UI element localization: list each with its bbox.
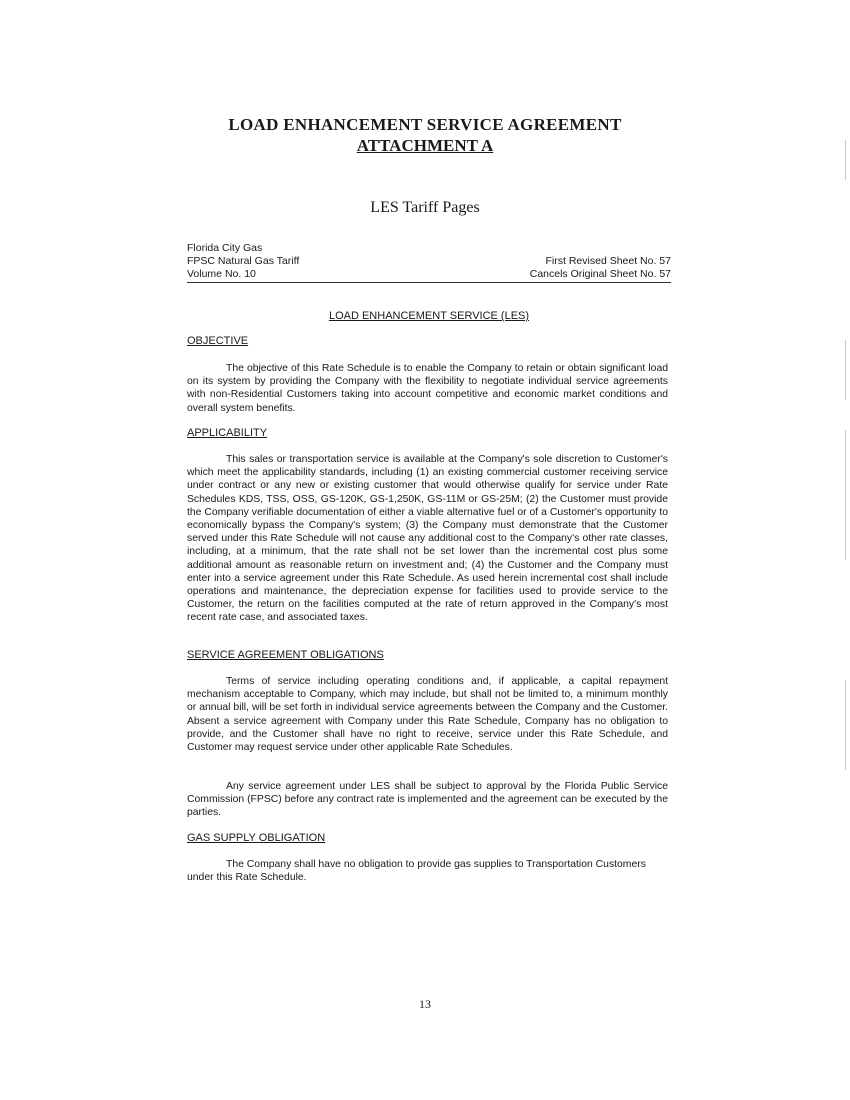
scan-margin-mark	[845, 340, 846, 400]
section-heading-service-agreement: SERVICE AGREEMENT OBLIGATIONS	[187, 649, 384, 661]
scan-margin-mark	[845, 140, 846, 180]
document-subtitle: LES Tariff Pages	[370, 199, 480, 216]
page-number: 13	[419, 997, 431, 1011]
service-agreement-paragraph-1: Terms of service including operating conditions and, if applicable, a capital repayment mechanism acceptable to Company, which may include, but shall not be limited to, a minimum monthly or annual bill, will be set forth in individual service agreements between the Company and the Customer. Absent a service agreement with Company under this Rate Schedule, Company has no obligation to provide, and the Customer shall have no right to receive, service under this Rate Schedule, and Customer may request service under other applicable Rate Schedules.	[187, 676, 668, 754]
tariff-header-row	[187, 268, 671, 283]
section-heading-objective: OBJECTIVE	[187, 335, 249, 347]
tariff-header-row	[187, 255, 671, 268]
document-title: LOAD ENHANCEMENT SERVICE AGREEMENT	[228, 115, 622, 134]
sheet-number: First Revised Sheet No. 57	[545, 255, 671, 267]
tariff-header-row	[187, 242, 671, 255]
scan-margin-mark	[845, 430, 846, 560]
section-heading-applicability: APPLICABILITY	[187, 427, 268, 439]
schedule-title: LOAD ENHANCEMENT SERVICE (LES)	[328, 310, 530, 322]
cancels-sheet: Cancels Original Sheet No. 57	[529, 268, 671, 280]
objective-paragraph: The objective of this Rate Schedule is to enable the Company to retain or obtain significant load on its system by providing the Company with the flexibility to negotiate individual service agreements with non-Residential Customers taking into account competitive and economic market conditions and overall system benefits.	[187, 363, 668, 414]
attachment-title	[0, 136, 850, 156]
service-agreement-paragraph-2: Any service agreement under LES shall be subject to approval by the Florida Public Service Commission (FPSC) before any contract rate is implemented and the agreement can be executed by the parties.	[187, 781, 668, 819]
section-heading-gas-supply: GAS SUPPLY OBLIGATION	[187, 832, 326, 844]
gas-supply-paragraph: The Company shall have no obligation to provide gas supplies to Transportation Customers under this Rate Schedule.	[187, 859, 646, 884]
applicability-paragraph: This sales or transportation service is available at the Company's sole discretion to Customer's which meet the applicability standards, including (1) an existing commercial customer receiving service under contract or any new or existing customer that would otherwise qualify for service under Rate Schedules KDS, TSS, OSS, GS-120K, GS-1,250K, GS-11M or GS-25M; (2) the Customer must provide the Company verifiable documentation of either a viable alternative fuel or of a Customer's opportunity to economically bypass the Company's system; (3) the Company must demonstrate that the Customer served under this Rate Schedule will not cause any additional cost to the Company's other rate classes, including, at a minimum, that the rate shall not be set lower than the incremental cost plus some additional amount as reasonable return on investment and; (4) the Customer and the Company must enter into a service agreement under this Rate Schedule. As used herein incremental cost shall include operations and maintenance, the depreciation expense for facilities used to provide service to the Customer, the return on the facilities computed at the rate of return approved in the Company's most recent rate case, and associated taxes.	[187, 454, 668, 624]
volume-number: Volume No. 10	[187, 268, 256, 280]
attachment-title-text: ATTACHMENT A	[356, 136, 494, 155]
scan-margin-mark	[845, 680, 846, 770]
tariff-header	[187, 242, 671, 283]
tariff-name: FPSC Natural Gas Tariff	[187, 255, 300, 267]
company-name: Florida City Gas	[187, 242, 263, 254]
